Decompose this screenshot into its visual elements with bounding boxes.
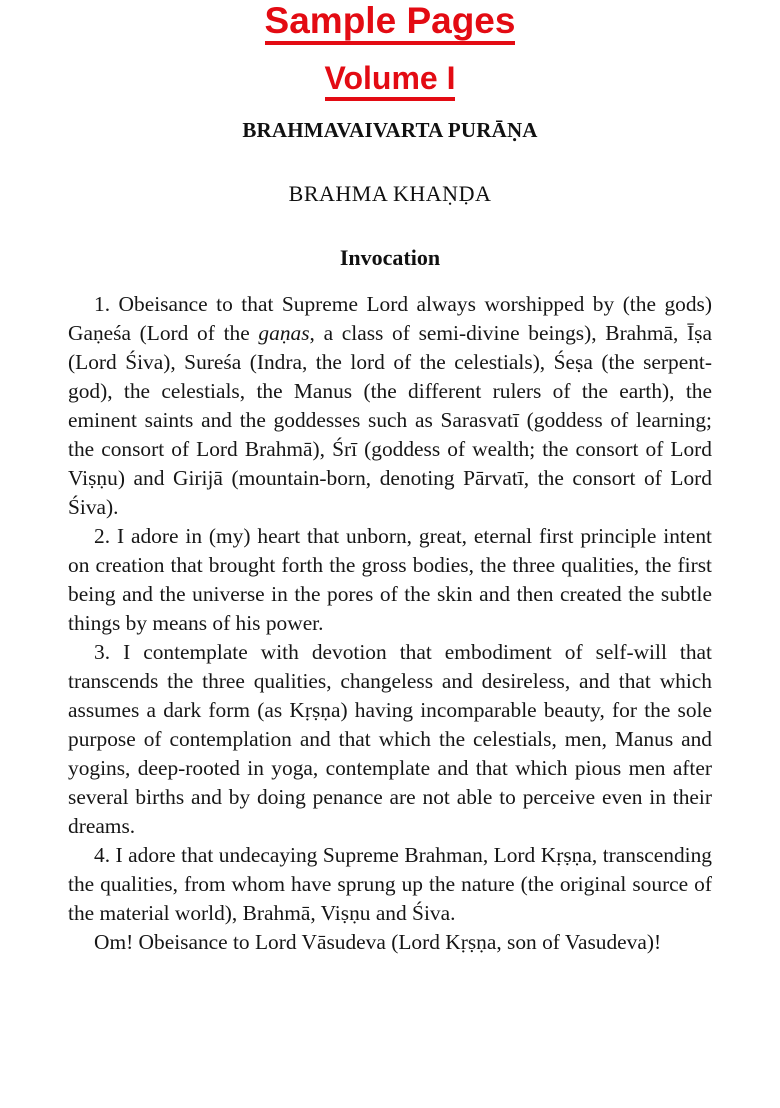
book-title: BRAHMAVAIVARTA PURĀṆA	[242, 118, 538, 142]
volume-banner	[0, 60, 780, 101]
sample-pages-title: Sample Pages	[265, 2, 516, 45]
verse-1-text-b: , a class of semi-divine beings), Brahmā, Īṣa (Lord Śiva), Sureśa (Indra, the lord of the celestials), Śeṣa (the serpent-god), the celestials, the Manus (the different rulers of the earth), the eminent saints and the goddesses such as Sarasvatī (goddess of learning; the consort of Lord Brahmā), Śrī (goddess of wealth; the consort of Lord Viṣṇu) and Girijā (mountain-born, denoting Pārvatī, the consort of Lord Śiva).	[68, 321, 713, 519]
verse-1-italic-term: gaṇas	[258, 321, 310, 345]
section-title: BRAHMA KHAṆḌA	[288, 181, 492, 206]
closing-salutation: Om! Obeisance to Lord Vāsudeva (Lord Kṛṣṇa, son of Vasudeva)!	[94, 930, 662, 954]
sample-pages-banner	[0, 0, 780, 45]
verse-1-text-a: 1. Obeisance to that Supreme Lord always worshipped by (the gods) Gaṇeśa (Lord of the	[68, 292, 712, 345]
verse-2: 2. I adore in (my) heart that unborn, great, eternal first principle intent on creation that brought forth the gross bodies, the three qualities, the first being and the universe in the pores of the skin and then created the subtle things by means of his power.	[68, 524, 712, 635]
verse-3: 3. I contemplate with devotion that embodiment of self-will that transcends the three qualities, changeless and desireless, and that which assumes a dark form (as Kṛṣṇa) having incomparable beauty, for the sole purpose of contemplation and that which the celestials, men, Manus and yogins, deep-rooted in yoga, contemplate and that which pious men after several births and by doing penance are not able to perceive even in their dreams.	[68, 640, 712, 838]
chapter-title: Invocation	[339, 245, 441, 270]
verse-1	[68, 290, 712, 522]
verse-4: 4. I adore that undecaying Supreme Brahman, Lord Kṛṣṇa, transcending the qualities, from whom have sprung up the nature (the original source of the material world), Brahmā, Viṣṇu and Śiva.	[68, 843, 712, 925]
invocation-text	[68, 290, 712, 957]
volume-title: Volume I	[325, 62, 456, 101]
